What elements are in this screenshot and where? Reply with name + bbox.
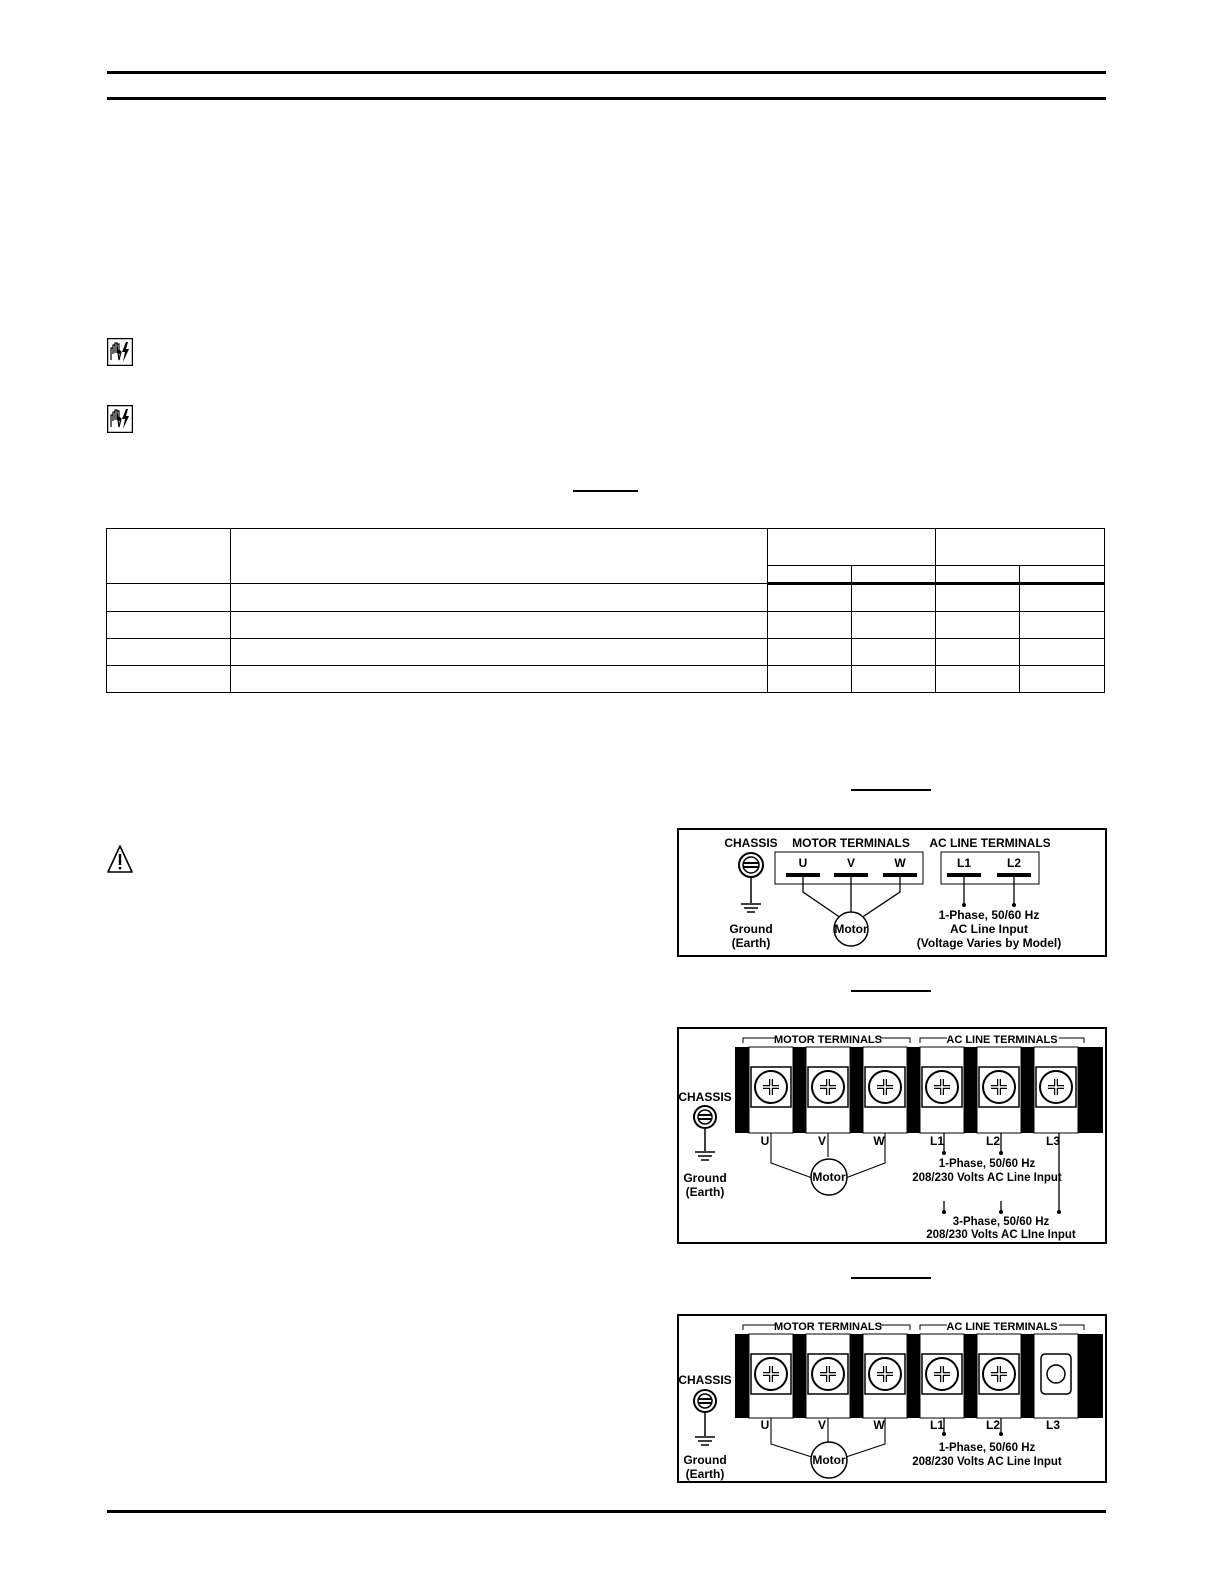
specification-table xyxy=(106,528,1105,693)
header-rule-bottom xyxy=(107,97,1106,100)
one-phase-label-line1: 1-Phase, 50/60 Hz xyxy=(938,1442,1036,1454)
table-subheader-cell xyxy=(936,566,1020,584)
earth-label: (Earth) xyxy=(685,1185,725,1199)
motor-terminals-label: MOTOR TERMINALS xyxy=(792,836,910,850)
table-row xyxy=(107,612,1105,639)
ground-symbol-icon xyxy=(741,877,761,912)
figure3-title-underline xyxy=(851,1277,931,1279)
figure2-wiring-diagram xyxy=(677,1027,1107,1244)
motor-label: Motor xyxy=(834,922,868,936)
figure1-wiring-diagram xyxy=(677,828,1107,957)
earth-label: (Earth) xyxy=(731,936,771,950)
terminal-w-label: W xyxy=(894,856,906,870)
input-label-line1: 1-Phase, 50/60 Hz xyxy=(938,908,1040,922)
terminal-v-label: V xyxy=(817,1134,827,1148)
ac-line-terminals-label: AC LINE TERMINALS xyxy=(929,836,1051,850)
table-subheader-cell xyxy=(768,566,852,584)
terminal-l3-label: L3 xyxy=(1045,1418,1061,1432)
figure3-wiring-diagram xyxy=(677,1314,1107,1483)
terminal-l2-label: L2 xyxy=(985,1418,1001,1432)
chassis-label: CHASSIS xyxy=(679,1090,732,1104)
ground-symbol-icon xyxy=(695,1412,715,1445)
terminal-l1-label: L1 xyxy=(929,1134,945,1148)
motor-terminals-label: MOTOR TERMINALS xyxy=(774,1321,882,1333)
chassis-screw-icon xyxy=(739,853,763,877)
terminal-v-label: V xyxy=(846,856,856,870)
one-phase-label-line2: 208/230 Volts AC Line Input xyxy=(912,1456,1062,1468)
ac-line-terminals-label: AC LINE TERMINALS xyxy=(946,1034,1058,1046)
ground-label: Ground xyxy=(683,1453,727,1467)
terminal-l1-label: L1 xyxy=(929,1418,945,1432)
motor-terminals-label: MOTOR TERMINALS xyxy=(774,1034,882,1046)
footer-rule xyxy=(107,1510,1106,1513)
terminal-w-label: W xyxy=(873,1418,885,1432)
hand-shock-warning-icon xyxy=(107,338,133,366)
input-label-line3: (Voltage Varies by Model) xyxy=(916,936,1062,950)
ground-symbol-icon xyxy=(695,1128,715,1160)
table-row xyxy=(107,666,1105,693)
caution-triangle-icon xyxy=(106,844,134,874)
one-phase-label-line1: 1-Phase, 50/60 Hz xyxy=(938,1158,1036,1170)
motor-label: Motor xyxy=(812,1170,846,1184)
table-header-cell xyxy=(231,529,768,584)
terminal-l2-label: L2 xyxy=(1006,856,1022,870)
terminal-l2-label: L2 xyxy=(985,1134,1001,1148)
three-phase-label-line1: 3-Phase, 50/60 Hz xyxy=(952,1216,1050,1228)
ground-label: Ground xyxy=(683,1171,727,1185)
terminal-v-label: V xyxy=(817,1418,827,1432)
table-header-cell xyxy=(768,529,936,566)
chassis-label: CHASSIS xyxy=(679,1373,732,1387)
table-subheader-cell xyxy=(852,566,936,584)
input-label-line2: AC Line Input xyxy=(950,922,1028,936)
one-phase-label-line2: 208/230 Volts AC Line Input xyxy=(912,1172,1062,1184)
chassis-screw-icon xyxy=(694,1106,716,1128)
empty-terminal-icon xyxy=(1041,1354,1071,1394)
terminal-u-label: U xyxy=(760,1134,770,1148)
table-row xyxy=(107,639,1105,666)
hand-shock-warning-icon xyxy=(107,405,133,433)
figure1-title-underline xyxy=(851,789,931,791)
ground-label: Ground xyxy=(729,922,773,936)
terminal-l3-label: L3 xyxy=(1045,1134,1061,1148)
ac-line-terminals-label: AC LINE TERMINALS xyxy=(946,1321,1058,1333)
table-header-row xyxy=(107,529,1105,566)
chassis-screw-icon xyxy=(694,1390,716,1412)
terminal-u-label: U xyxy=(760,1418,770,1432)
chassis-label: CHASSIS xyxy=(724,836,778,850)
table-subheader-cell xyxy=(1020,566,1105,584)
motor-label: Motor xyxy=(812,1453,846,1467)
terminal-u-label: U xyxy=(798,856,808,870)
table-header-cell xyxy=(936,529,1105,566)
table-row xyxy=(107,584,1105,612)
terminal-w-label: W xyxy=(873,1134,885,1148)
table-header-cell xyxy=(107,529,231,584)
terminal-l1-label: L1 xyxy=(956,856,972,870)
header-rule-top xyxy=(107,71,1106,74)
earth-label: (Earth) xyxy=(685,1467,725,1481)
three-phase-label-line2: 208/230 Volts AC LIne Input xyxy=(926,1229,1076,1241)
figure2-title-underline xyxy=(851,990,931,992)
table-title-underline xyxy=(573,490,638,492)
